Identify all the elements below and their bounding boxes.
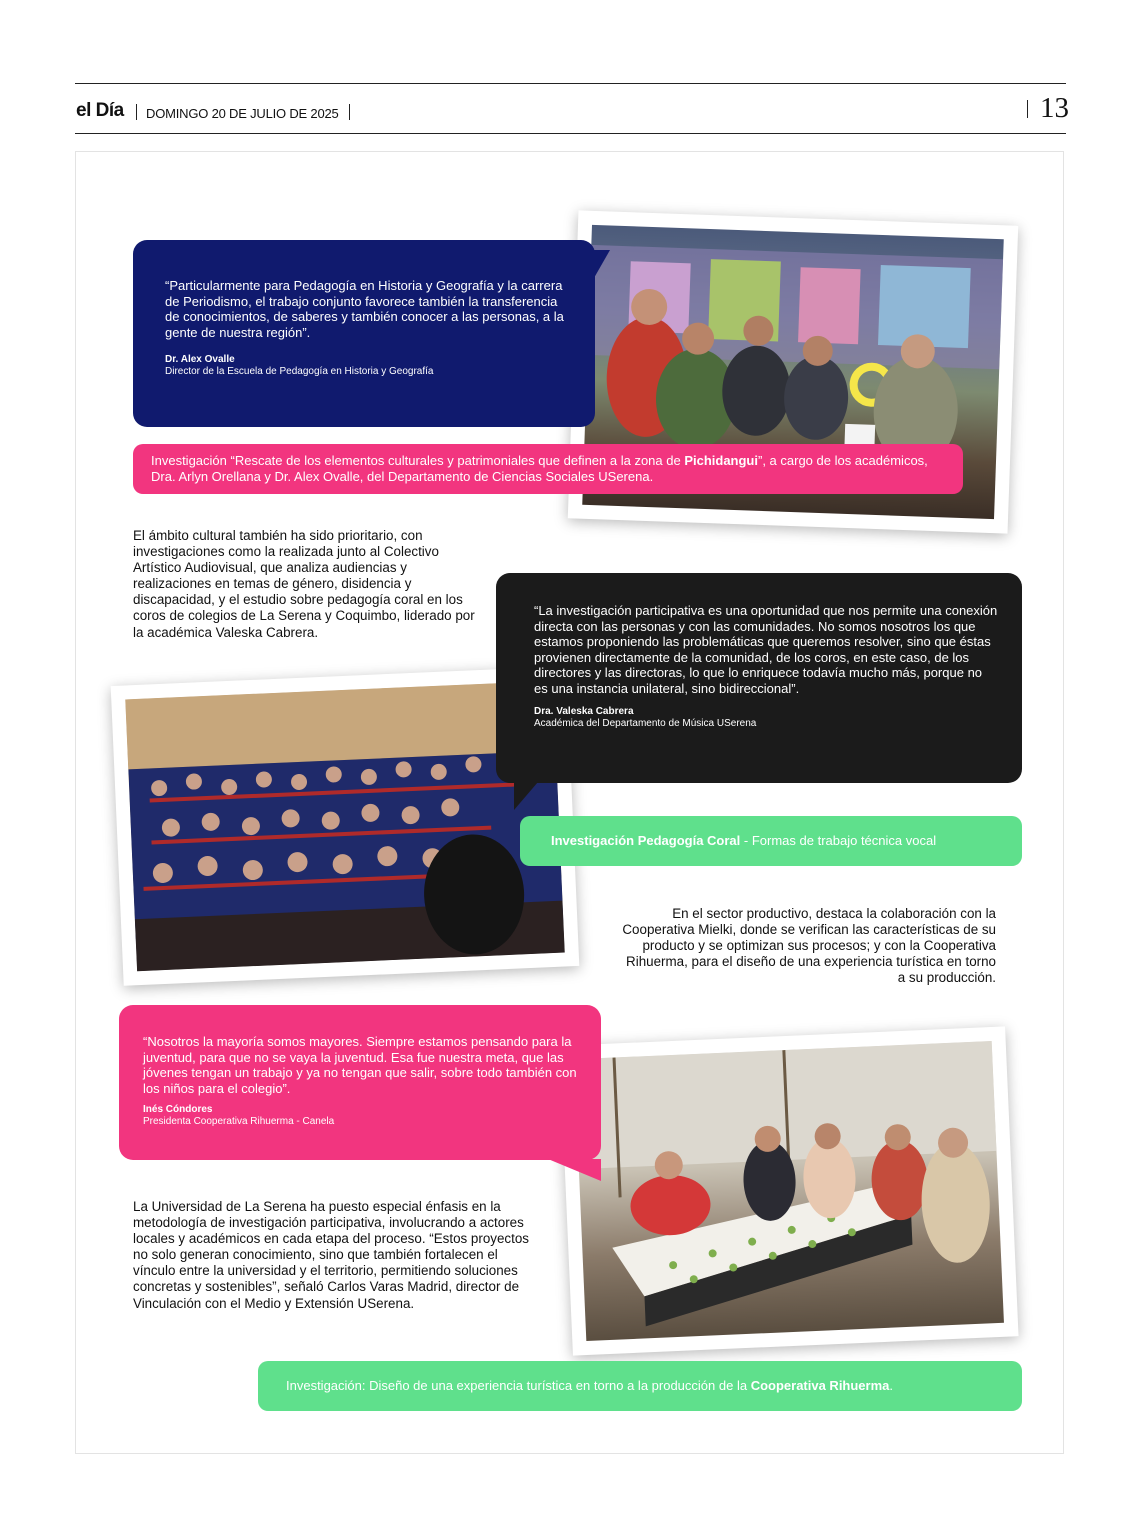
caption-tag-coral [520,816,1022,866]
speech-pointer [514,782,538,812]
header-divider [349,104,350,120]
quote-text: “Particularmente para Pedagogía en Historia y Geografía y la carrera de Periodismo, el trabajo conjunto favorece también la transferencia de conocimientos, de saberes y también conocer a las personas, a la gente de nuestra región”. [165,278,564,340]
speech-pointer [548,1155,602,1183]
quote-text: “La investigación participativa es una oportunidad que nos permite una conexión directa con las personas y con las comunidades. No somos nosotros los que estamos proponiendo las problemáticas que queremos resolver, sino que éstas provienen directamente de la comunidad, de los coros, en este caso, de los directores y las directoras, lo que lo enriquece todavía mucho más, porque no es una instancia unilateral, sino bidireccional”. [534,603,998,696]
header-bottom-rule [75,133,1066,134]
quote-author-role: Presidenta Cooperativa Rihuerma - Canela [143,1116,335,1127]
quote-box-valeska-cabrera [496,573,1022,783]
paragraph-text: El ámbito cultural también ha sido prioritario, con investigaciones como la realizada junto al Colectivo Artístico Audiovisual, que analiza audiencias y realizaciones en temas de género, disidencia y discapacidad, y el estudio sobre pedagogía coral en los coros de colegios de La Serena y Coquimbo, liderado por la académica Valeska Cabrera. [133,528,475,640]
header-divider [1027,100,1028,118]
page-number: 13 [1040,92,1069,124]
quote-box-ines-condores [119,1005,601,1160]
publication-date: DOMINGO 20 DE JULIO DE 2025 [146,106,339,121]
quote-text: “Nosotros la mayoría somos mayores. Siempre estamos pensando para la juventud, para que no se vaya la juventud. Esa fue nuestra meta, que las jóvenes tengan un trabajo y ya no tengan que salir, sobre todo también con los niños para el colegio”. [143,1034,577,1096]
speech-pointer [594,250,610,280]
caption-highlight: Pichidangui [684,453,758,468]
header-divider [136,104,137,120]
body-paragraph-cultural [133,528,483,641]
caption-tag-pichidangui [133,444,963,494]
caption-text: ”, a cargo de los académicos, Dra. Arlyn Orellana y Dr. Alex Ovalle, del Departamento de Ciencias Sociales USerena. [151,453,928,484]
body-paragraph-methodology [133,1199,543,1312]
quote-author-role: Director de la Escuela de Pedagogía en Historia y Geografía [165,366,434,377]
paragraph-text: La Universidad de La Serena ha puesto especial énfasis en la metodología de investigación participativa, involucrando a actores locales y académicos en cada etapa del proceso. “Estos proyectos no solo generan conocimiento, sino que también fortalecen el vínculo entre la universidad y el territorio, permitiendo soluciones concretas y sostenibles”, señaló Carlos Varas Madrid, director de Vinculación con el Medio y Extensión USerena. [133,1199,529,1311]
quote-author-role: Académica del Departamento de Música USerena [534,718,757,729]
paragraph-text: En el sector productivo, destaca la colaboración con la Cooperativa Mielki, donde se verifican las características de su producto y se optimizan sus procesos; y con la Cooperativa Rihuerma, para el diseño de una experiencia turística en torno a su producción. [622,906,996,986]
photo-greenhouse-cooperative [559,1026,1018,1355]
quote-author-name: Dr. Alex Ovalle [165,354,235,365]
caption-highlight: Cooperativa Rihuerma [750,1378,890,1393]
caption-tag-rihuerma [258,1361,1022,1411]
quote-box-alex-ovalle [133,240,595,427]
quote-author-name: Dra. Valeska Cabrera [534,706,634,717]
caption-text: Investigación “Rescate de los elementos culturales y patrimoniales que definen a la zona de [151,453,685,468]
caption-highlight: Investigación Pedagogía Coral [551,833,741,848]
newspaper-logo: el Día [76,100,124,121]
caption-text: Investigación: Diseño de una experiencia turística en torno a la producción de la [286,1378,751,1393]
caption-text: - Formas de trabajo técnica vocal [740,833,937,848]
quote-author-name: Inés Cóndores [143,1104,213,1115]
header-top-rule [75,83,1066,84]
body-paragraph-productive [618,906,996,986]
caption-text: . [889,1378,894,1393]
